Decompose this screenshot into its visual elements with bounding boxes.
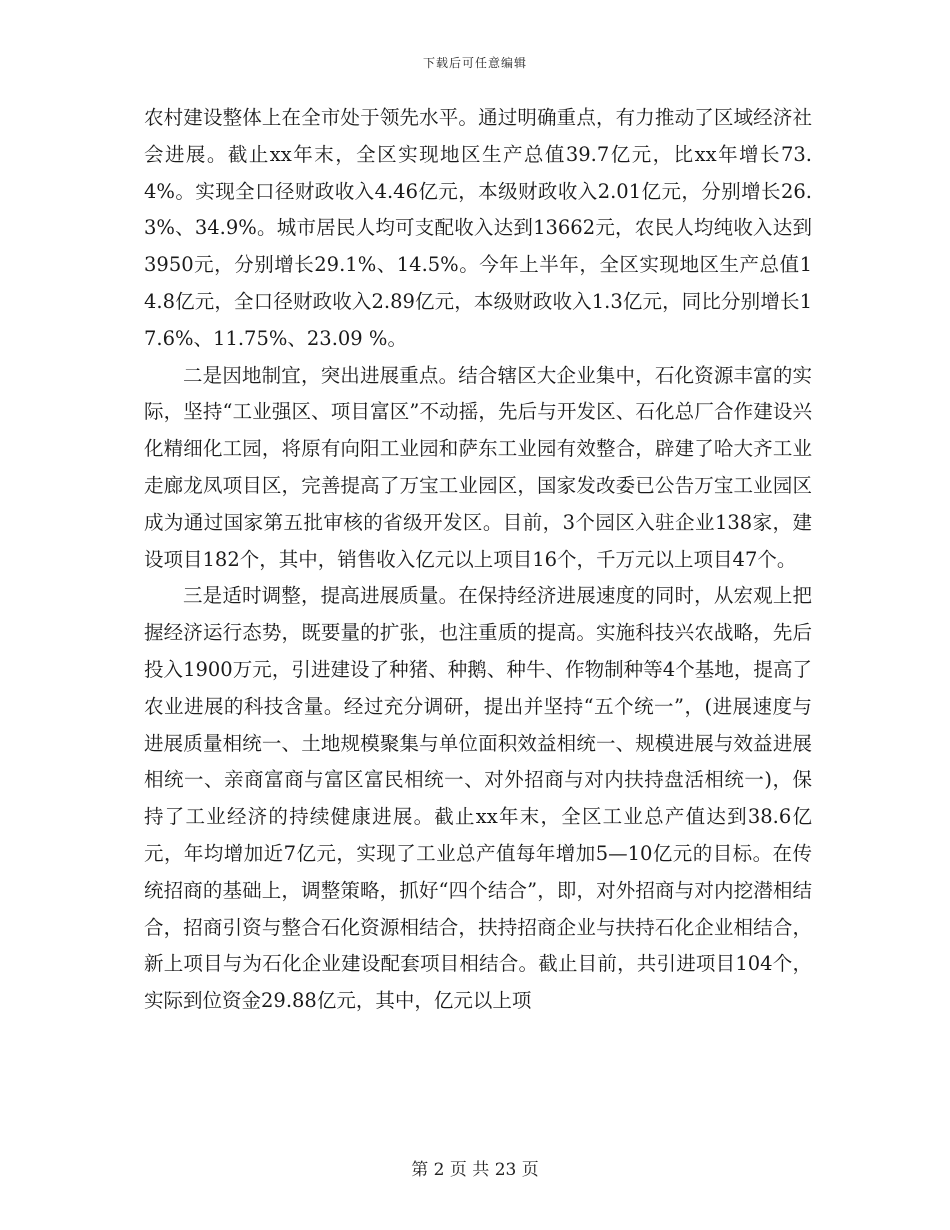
paragraph-two: 二是因地制宜，突出进展重点。结合辖区大企业集中，石化资源丰富的实际，坚持“工业强区、项目富区”不动摇，先后与开发区、石化总厂合作建设兴化精细化工园，将原有向阳工业园和萨东工业园有效整合，辟建了哈大齐工业走廊龙凤项目区，完善提高了万宝工业园区，国家发改委已公告万宝工业园区成为通过国家第五批审核的省级开发区。目前，3个园区入驻企业138家，建设项目182个，其中，销售收入亿元以上项目16个，千万元以上项目47个。: [144, 363, 812, 571]
paragraph-three: 三是适时调整，提高进展质量。在保持经济进展速度的同时，从宏观上把握经济运行态势，既要量的扩张，也注重质的提高。实施科技兴农战略，先后投入1900万元，引进建设了种猪、种鹅、种牛、作物制种等4个基地，提高了农业进展的科技含量。经过充分调研，提出并坚持“五个统一”，(进展速度与进展质量相统一、土地规模聚集与单位面积效益相统一、规模进展与效益进展相统一、亲商富商与富区富民相统一、对外招商与对内扶持盘活相统一)，保持了工业经济的持续健康进展。截止xx年末，全区工业总产值达到38.6亿元，年均增加近7亿元，实现了工业总产值每年增加5—10亿元的目标。在传统招商的基础上，调整策略，抓好“四个结合”，即，对外招商与对内挖潜相结合，招商引资与整合石化资源相结合，扶持招商企业与扶持石化企业相结合，新上项目与为石化企业建设配套项目相结合。截止目前，共引进项目104个，实际到位资金29.88亿元，其中，亿元以上项: [144, 584, 812, 1013]
document-body: [144, 100, 812, 1020]
page-number: 第 2 页 共 23 页: [411, 1160, 539, 1180]
paragraph-continued: 农村建设整体上在全市处于领先水平。通过明确重点，有力推动了区域经济社会进展。截止xx年末，全区实现地区生产总值39.7亿元，比xx年增长73.4%。实现全口径财政收入4.46亿元，本级财政收入2.01亿元，分别增长26.3%、34.9%。城市居民人均可支配收入达到13662元，农民人均纯收入达到3950元，分别增长29.1%、14.5%。今年上半年，全区实现地区生产总值14.8亿元，全口径财政收入2.89亿元，本级财政收入1.3亿元，同比分别增长17.6%、11.75%、23.09 %。: [144, 106, 812, 350]
page-header-note: 下载后可任意编辑: [422, 56, 527, 70]
